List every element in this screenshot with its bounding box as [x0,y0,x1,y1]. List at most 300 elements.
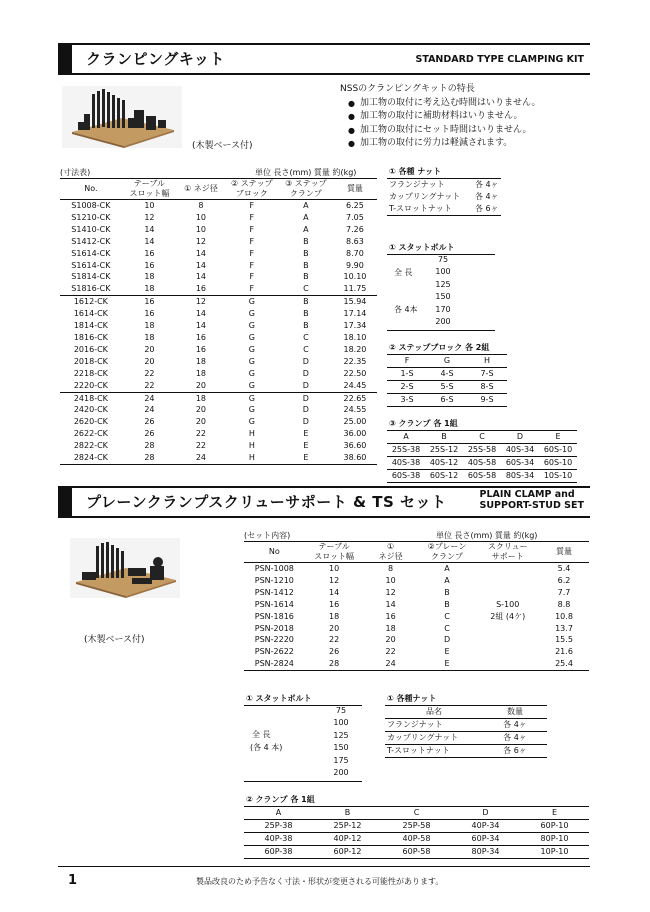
row-slot: 14 [329,587,340,597]
row-step-block: F [249,224,255,234]
row-step-block: F [249,260,255,270]
row-thread: 10 [385,575,396,585]
table-row [387,380,507,393]
row-no: PSN-2824 [254,659,294,669]
block-cell: 6-S [427,393,467,406]
table-row [244,587,589,599]
row-plain-clamp: C [444,611,450,621]
clamp-header: B [425,431,463,444]
row-no: S1008-CK [71,201,111,210]
block-title: ② ステップブロック 各 2組 [389,343,490,352]
row-no: 2620-CK [73,417,108,427]
table-row [60,440,377,452]
row-mass: 36.00 [343,429,367,439]
block-header: G [427,355,467,368]
row-no: PSN-1412 [254,587,294,597]
clamp-cell: 40S-58 [463,456,501,469]
block-cell: 1-S [387,367,427,380]
nut-qty: 各 4ヶ [475,180,499,189]
row-slot: 18 [144,284,155,294]
row-mass: 25.00 [343,417,367,427]
row-step-block: F [249,248,255,258]
row-step-block: G [225,296,279,308]
row-thread: 8 [198,201,204,210]
row-slot: 16 [144,260,155,270]
row-plain-clamp: B [444,599,450,609]
stud-title: ① スタットボルト [246,694,312,703]
footer-note: 製品改良のため予告なく寸法・形状が変更される可能性があります。 [196,877,444,886]
col-mass: 質量 [333,179,377,200]
row-mass: 7.7 [557,587,571,597]
clamp-cell: 25S-58 [463,443,501,456]
row-step-block: F [249,212,255,222]
col-mass: 質量 [539,542,589,563]
nut-qty: 各 6ヶ [473,203,501,215]
table-row [60,392,377,404]
clamp-header: A [387,431,425,444]
block-cell: 4-S [427,367,467,380]
stud-label-length: 全 長 [252,730,271,739]
features-title: NSSのクランピングキットの特長 [340,84,475,94]
row-mass: 5.4 [557,564,571,573]
units-label: 単位 長さ(mm) 質量 約(kg) [436,531,538,540]
row-thread: 16 [195,332,207,342]
row-slot: 26 [144,417,155,427]
nut-qty: 各 4ヶ [483,718,547,731]
clamp-table-body [387,443,577,482]
row-step-clamp: B [303,272,309,282]
col-thread: ① ネジ径 [177,179,225,200]
row-mass: 13.7 [555,623,573,633]
row-mass: 15.94 [333,296,377,308]
section1-title-jp: クランピングキット [86,50,225,68]
clamp-cell: 25P-12 [313,819,382,832]
row-slot: 18 [144,272,155,282]
row-slot: 28 [144,441,155,451]
clamp-cell: 60S-10 [539,456,577,469]
row-slot: 14 [144,224,155,234]
clamp-header: E [539,431,577,444]
feature-item: ● 加工物の取付に労力は軽減されます。 [348,137,541,151]
row-no: S1410-CK [71,224,111,234]
stud-value: 125 [435,279,451,289]
clamp-cell: 60S-38 [387,469,425,482]
row-no: 2824-CK [73,453,108,463]
clamp-cell: 80P-34 [451,845,520,858]
table-row [387,393,507,406]
block-cell: 9-S [467,393,507,406]
row-no: PSN-2018 [254,623,294,633]
clamp-cell: 40S-38 [387,456,425,469]
page-number: 1 [68,873,78,888]
row-step-block: G [248,356,255,366]
col-plain-clamp: ②プレーン クランプ [418,542,477,563]
table-row [387,456,577,469]
row-mass: 36.60 [343,441,367,451]
clamp-cell: 60S-12 [425,469,463,482]
row-thread: 20 [195,380,207,390]
row-step-clamp: E [303,441,309,451]
plain-clamp-table-body [244,563,589,671]
features-block [340,83,541,151]
row-slot: 18 [144,321,155,331]
section2-title-jp: プレーンクランプスクリューサポート & TS セット [86,493,447,511]
row-mass: 8.63 [346,236,364,246]
table-row [60,428,377,440]
col-no: No [244,542,305,563]
row-slot: 16 [329,599,340,609]
table-row [244,599,589,611]
block-cell: 7-S [467,367,507,380]
row-plain-clamp: A [444,564,450,573]
clamp-cell: 40P-38 [244,832,313,845]
row-thread: 22 [195,441,207,451]
stud-label-count: (各 4 本) [250,743,283,752]
row-step-clamp: D [279,392,333,404]
row-mass: 10.10 [343,272,367,282]
row-thread: 16 [385,611,396,621]
row-no: 2220-CK [73,380,108,390]
stud-value: 200 [333,768,349,778]
row-thread: 18 [195,356,207,366]
feature-item: ● 加工物の取付にセット時間はいりません。 [348,124,541,138]
row-no: PSN-1210 [254,575,294,585]
row-step-clamp: E [303,429,309,439]
stud-value: 75 [437,255,449,264]
table-row [387,443,577,456]
table-row [60,248,377,260]
stud-label-length: 全 長 [394,268,413,277]
row-plain-clamp: B [444,587,450,597]
clamping-kit-photo [62,86,182,148]
clamping-kit-table [60,178,377,465]
row-mass: 17.14 [343,309,367,319]
col-slot: テーブル スロット幅 [305,542,364,563]
row-no: 2418-CK [60,392,122,404]
row-step-clamp: C [303,284,309,294]
step-block-table [387,354,507,407]
section2-header [58,486,590,518]
row-no: 2018-CK [73,356,108,366]
row-plain-clamp: C [444,623,450,633]
row-screw-support [476,646,539,658]
nut-header: 品名 [385,706,483,719]
row-slot: 18 [144,332,155,342]
clamp-cell: 40P-58 [382,832,451,845]
row-slot: 16 [144,248,155,258]
stud-value: 75 [335,706,347,715]
table-row [244,819,589,832]
row-slot: 16 [122,296,177,308]
row-step-clamp: B [303,260,309,270]
row-no: S1814-CK [71,272,111,282]
table-row [244,658,589,670]
row-no: 2622-CK [73,429,108,439]
features-list [340,97,541,151]
row-slot: 24 [122,392,177,404]
section1-header [58,43,590,75]
row-screw-support [476,623,539,635]
row-slot: 20 [144,356,155,366]
row-thread: 22 [385,647,396,657]
stud-values [322,705,360,779]
row-mass: 25.4 [555,659,573,669]
table-row [60,416,377,428]
row-mass: 24.55 [343,405,367,415]
row-step-clamp: C [303,344,309,354]
clamp-header: D [501,431,539,444]
row-slot: 10 [329,564,340,573]
row-slot: 28 [144,453,155,463]
row-no: PSN-1008 [254,564,294,573]
row-slot: 18 [329,611,340,621]
plain-clamp-set-photo [70,538,180,598]
row-mass: 8.70 [346,248,364,258]
stud-value: 150 [333,743,349,753]
row-step-clamp: A [303,212,309,222]
col-screw-support: スクリュー サポート [476,542,539,563]
row-mass: 9.90 [346,260,364,270]
row-thread: 24 [385,659,396,669]
block-header: H [467,355,507,368]
nut-table [387,178,501,216]
row-step-block: G [248,368,255,378]
row-thread: 14 [195,260,207,270]
row-plain-clamp: A [444,575,450,585]
table-row [244,563,589,575]
row-mass: 7.05 [346,212,364,222]
row-step-block: G [248,417,255,427]
row-slot: 22 [144,380,155,390]
row-step-clamp: B [303,236,309,246]
row-thread: 10 [195,212,207,222]
clamp-cell: 40S-34 [501,443,539,456]
row-no: S1614-CK [71,248,111,258]
row-thread: 18 [195,368,207,378]
photo-caption: (木製ベース付) [84,635,145,645]
row-slot: 12 [329,575,340,585]
row-slot: 28 [329,659,340,669]
row-slot: 10 [144,201,155,210]
clamp-cell: 60S-58 [463,469,501,482]
col-step-clamp: ③ ステップ クランプ [279,179,333,200]
row-slot: 14 [144,236,155,246]
footer-rule [58,866,590,867]
row-thread: 12 [385,587,396,597]
block-header: F [387,355,427,368]
clamp-cell: 25S-38 [387,443,425,456]
row-no: 2822-CK [73,441,108,451]
row-slot: 20 [144,344,155,354]
nut-name: カップリングナット [385,731,483,744]
clamp-cell: 80S-34 [501,469,539,482]
nut-qty: 各 4ヶ [483,731,547,744]
clamp-table [387,430,577,483]
row-plain-clamp: D [443,635,451,645]
units-label: 単位 長さ(mm) 質量 約(kg) [255,168,357,177]
table-row [60,344,377,356]
clamp-cell: 60P-38 [244,845,313,858]
row-mass: 22.50 [343,368,367,378]
row-step-clamp: C [303,332,309,342]
row-thread: 22 [195,429,207,439]
row-step-clamp: D [302,380,309,390]
row-thread: 8 [388,564,394,573]
table-row [60,224,377,236]
table-row [60,260,377,272]
row-slot: 12 [144,212,155,222]
block-cell: 2-S [387,380,427,393]
row-step-block: G [248,321,255,331]
nut-title: ① 各種 ナット [389,167,442,176]
clamp-cell: 80P-10 [520,832,589,845]
table-row [244,634,589,646]
row-step-clamp: A [303,201,309,210]
row-thread: 12 [195,236,207,246]
row-mass: 18.10 [343,332,367,342]
row-no: 1816-CK [73,332,108,342]
table-row [60,404,377,416]
row-step-block: G [248,332,255,342]
table-row [60,356,377,368]
stud-value: 175 [333,755,349,765]
row-no: S1614-CK [71,260,111,270]
row-step-clamp: D [302,417,309,427]
table-row [60,200,377,212]
row-no: S1816-CK [71,284,111,294]
nut-name: フランジナット [385,718,483,731]
col-step-block: ② ステップ ブロック [225,179,279,200]
row-step-clamp: E [303,453,309,463]
row-mass: 6.2 [557,575,571,585]
table-row [387,367,507,380]
nut-qty: 各 6ヶ [483,744,547,757]
row-no: 1614-CK [73,309,108,319]
row-mass: 8.8 [557,599,571,609]
clamp-header: C [382,807,451,820]
clamp-cell: 60S-34 [501,456,539,469]
table-row [244,575,589,587]
clamp-cell: 10P-10 [520,845,589,858]
row-no: 2420-CK [73,405,108,415]
step-block-body [387,367,507,406]
row-no: PSN-2220 [254,635,294,645]
row-thread: 14 [195,272,207,282]
table-row [60,212,377,224]
row-step-block: F [249,284,255,294]
clamp-cell: 40P-12 [313,832,382,845]
row-mass: 11.75 [343,284,367,294]
feature-item: ● 加工物の取付に補助材料はいりません。 [348,110,541,124]
row-screw-support [476,658,539,670]
row-mass: 22.35 [343,356,367,366]
clamp-table-body [244,819,589,858]
header-block-mark [58,488,72,516]
stud-value: 125 [333,730,349,740]
stud-rule-bottom [244,781,362,782]
clamp-cell: 25P-38 [244,819,313,832]
table-row [60,296,377,308]
clamp-cell: 60S-10 [539,443,577,456]
clamp-cell: 60P-12 [313,845,382,858]
stud-title: ① スタットボルト [389,243,455,252]
row-step-clamp: B [279,296,333,308]
row-mass: 18.20 [343,344,367,354]
row-screw-support [476,575,539,587]
row-step-block: G [248,380,255,390]
row-no: S1210-CK [71,212,111,222]
section2-title-en: PLAIN CLAMP and SUPPORT-STUD SET [479,489,584,511]
row-mass: 6.25 [346,201,364,210]
stud-values [428,254,458,328]
row-mass: 24.45 [343,380,367,390]
clamp-cell: 40P-34 [451,819,520,832]
stud-rule-bottom [387,330,495,331]
table-row [244,832,589,845]
row-step-block: G [248,405,255,415]
row-mass: 17.34 [343,321,367,331]
row-screw-support [476,563,539,575]
row-thread: 16 [195,344,207,354]
row-thread: 20 [195,405,207,415]
row-no: PSN-1614 [254,599,294,609]
col-thread: ① ネジ径 [364,542,418,563]
clamp-title: ③ クランプ 各 1組 [389,419,458,428]
row-screw-support [476,587,539,599]
table-row [60,452,377,464]
row-plain-clamp: E [444,659,450,669]
row-thread: 20 [385,635,396,645]
nut-qty: 各 4ヶ [475,191,499,201]
table-row [244,611,589,623]
stud-value: 200 [435,317,451,327]
row-thread: 14 [195,248,207,258]
row-step-block: G [248,344,255,354]
clamp-header: B [313,807,382,820]
row-step-block: F [249,236,255,246]
row-screw-support: 2組 (4ケ) [490,611,526,621]
table-row [60,380,377,392]
table-row [60,283,377,295]
row-no: PSN-2622 [254,647,294,657]
row-step-clamp: B [303,309,309,319]
clamp-cell: 10S-10 [539,469,577,482]
clamp-cell: 60P-34 [451,832,520,845]
clamp-cell: 60P-58 [382,845,451,858]
row-thread: 24 [195,453,207,463]
row-no: PSN-1816 [254,611,294,621]
row-step-clamp: B [303,321,309,331]
row-step-block: F [249,201,255,210]
row-thread: 20 [195,417,207,427]
nut-name: カップリングナット [389,191,461,201]
stud-value: 100 [333,718,349,728]
block-cell: 8-S [467,380,507,393]
row-thread: 14 [385,599,396,609]
table-row [387,469,577,482]
stud-value: 100 [435,267,451,277]
row-no: S1412-CK [71,236,111,246]
table-row [60,320,377,332]
nut-name: フランジナット [389,180,445,189]
row-slot: 24 [144,405,155,415]
row-step-block: F [249,272,255,282]
row-slot: 22 [329,635,340,645]
row-mass: 21.6 [555,647,573,657]
plain-clamp-table [244,541,589,671]
block-cell: 5-S [427,380,467,393]
clamping-kit-table-body [60,200,377,465]
